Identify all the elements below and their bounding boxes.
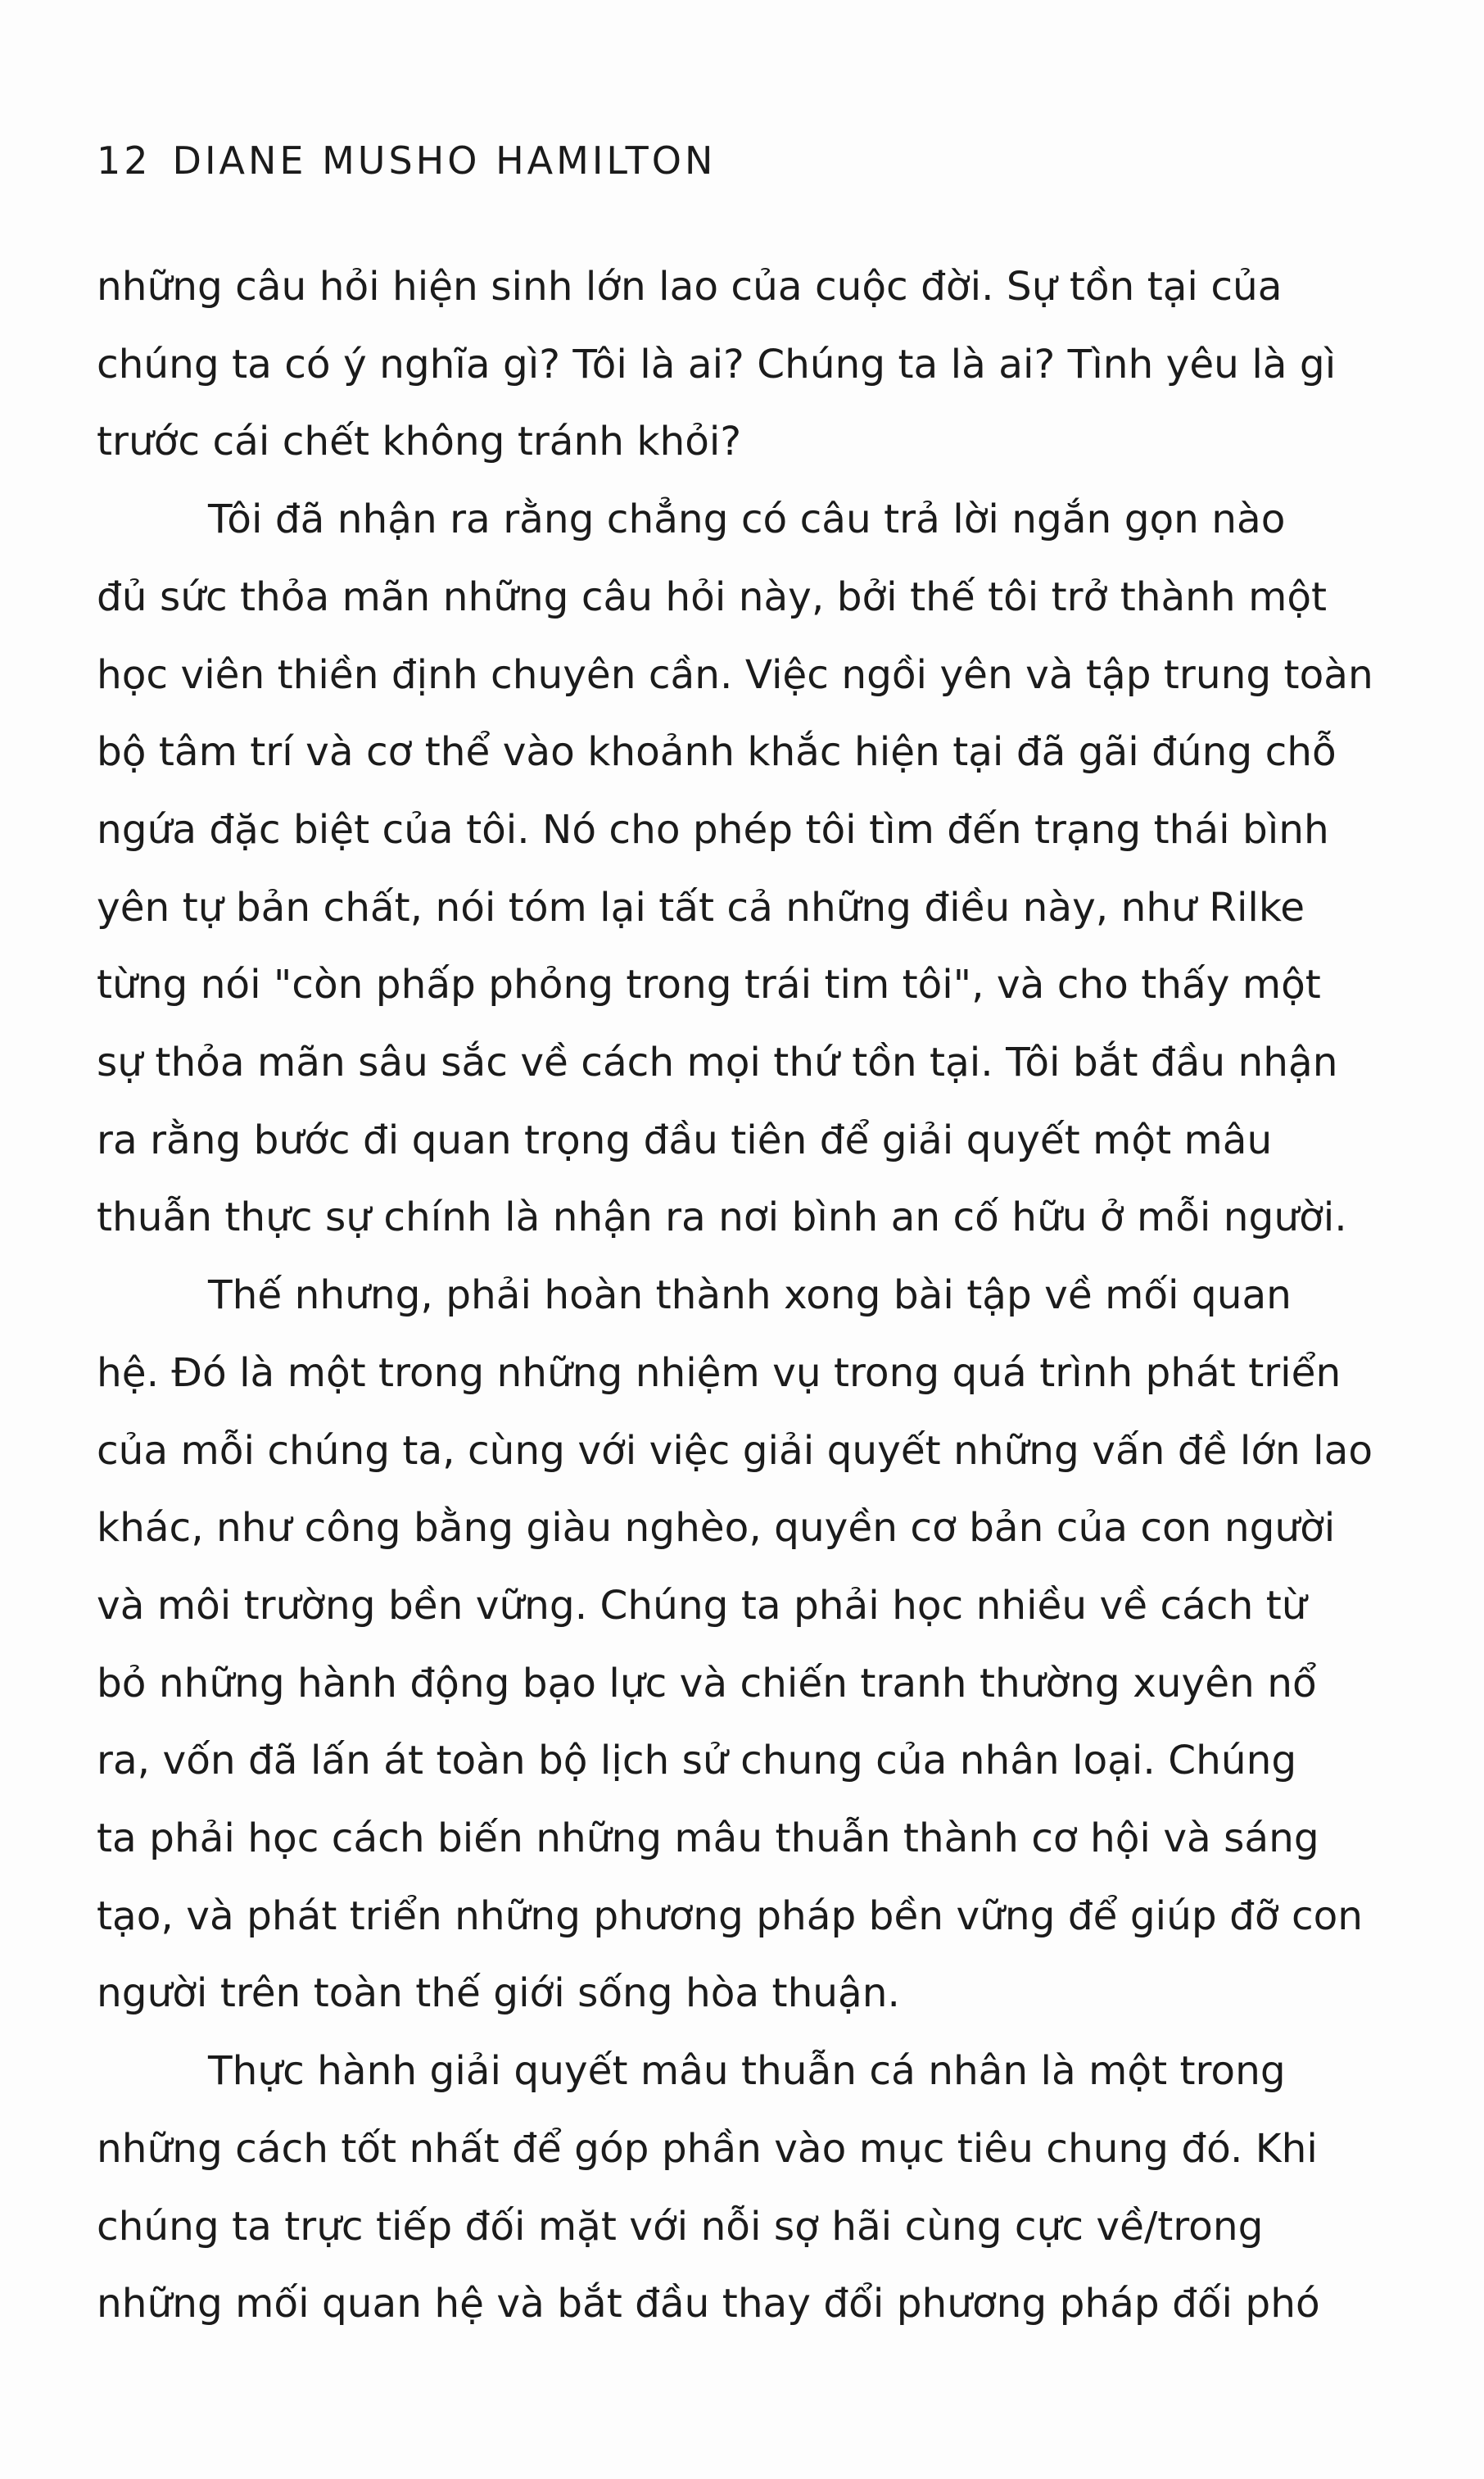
running-header [97, 131, 716, 190]
paragraph: những câu hỏi hiện sinh lớn lao của cuộc đời. Sự tồn tại của chúng ta có ý nghĩa gì? Tôi là ai? Chúng ta là ai? Tình yêu là gì trước cái chết không tránh khỏi? [97, 264, 1337, 465]
paragraph: Thế nhưng, phải hoàn thành xong bài tập về mối quan hệ. Đó là một trong những nhiệm vụ trong quá trình phát triển của mỗi chúng ta, cùng với việc giải quyết những vấn đề lớn lao khác, như công bằng giàu nghèo, quyền cơ bản của con người và môi trường bền vững. Chúng ta phải học nhiều về cách từ bỏ những hành động bạo lực và chiến tranh thường xuyên nổ ra, vốn đã lấn át toàn bộ lịch sử chung của nhân loại. Chúng ta phải học cách biến những mâu thuẫn thành cơ hội và sáng tạo, và phát triển những phương pháp bền vững để giúp đỡ con người trên toàn thế giới sống hòa thuận. [97, 1272, 1373, 2017]
body-text [97, 248, 1384, 2343]
paragraph: Tôi đã nhận ra rằng chẳng có câu trả lời ngắn gọn nào đủ sức thỏa mãn những câu hỏi này, bởi thế tôi trở thành một học viên thiền định chuyên cần. Việc ngồi yên và tập trung toàn bộ tâm trí và cơ thể vào khoảnh khắc hiện tại đã gãi đúng chỗ ngứa đặc biệt của tôi. Nó cho phép tôi tìm đến trạng thái bình yên tự bản chất, nói tóm lại tất cả những điều này, như Rilke từng nói "còn phấp phỏng trong trái tim tôi", và cho thấy một sự thỏa mãn sâu sắc về cách mọi thứ tồn tại. Tôi bắt đầu nhận ra rằng bước đi quan trọng đầu tiên để giải quyết một mâu thuẫn thực sự chính là nhận ra nơi bình an cố hữu ở mỗi người. [97, 496, 1373, 1241]
author-name: DIANE MUSHO HAMILTON [172, 138, 717, 183]
page-number: 12 [97, 138, 152, 183]
paragraph: Thực hành giải quyết mâu thuẫn cá nhân là một trong những cách tốt nhất để góp phần vào mục tiêu chung đó. Khi chúng ta trực tiếp đối mặt với nỗi sợ hãi cùng cực về/trong những mối quan hệ và bắt đầu thay đổi phương pháp đối phó [97, 2048, 1320, 2327]
